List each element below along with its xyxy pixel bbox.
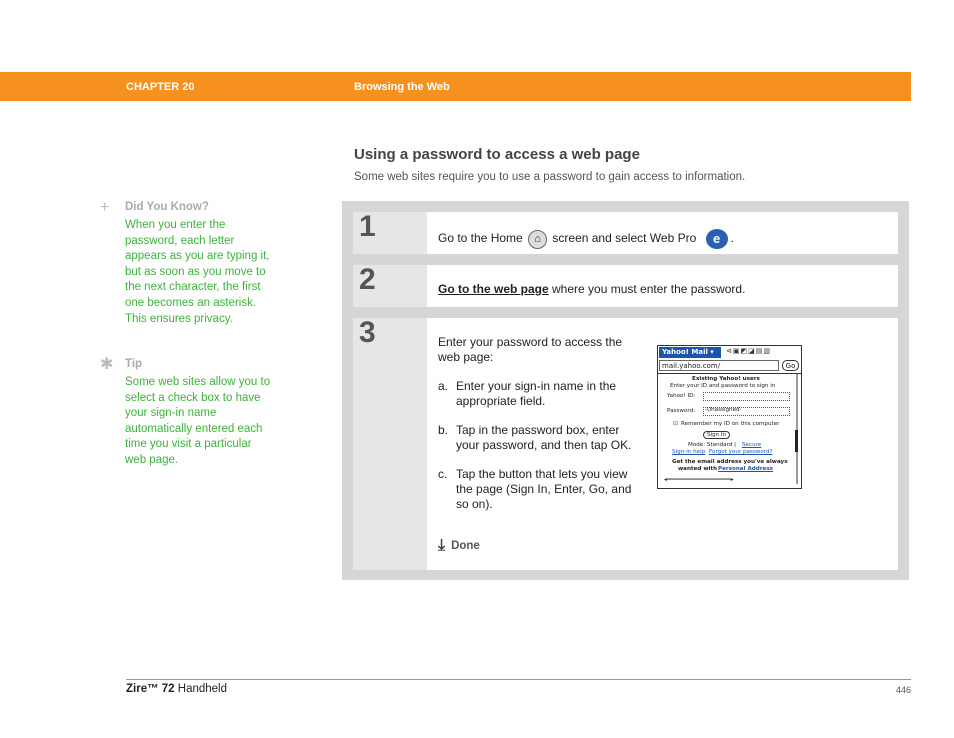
url-field: mail.yahoo.com/ [659, 360, 779, 371]
promo-line-2: wanted with [678, 466, 718, 472]
did-you-know-heading: Did You Know? [125, 201, 209, 213]
product-suffix: Handheld [174, 683, 228, 695]
remember-checkbox-icon: ☑ [673, 421, 679, 427]
web-pro-icon: e [706, 229, 728, 249]
step-3-intro: Enter your password to access the web page: [438, 335, 623, 364]
substep-text: Enter your sign-in name in the appropriate field. [456, 379, 617, 408]
divider [658, 373, 801, 374]
chapter-title: Browsing the Web [354, 81, 450, 93]
product-brand: Zire™ 72 [126, 683, 175, 695]
did-you-know-body: When you enter the password, each letter appears as you are typing it, but as soon as you move to the next character, the first one becomes an asterisk. This ensures privacy. [125, 219, 270, 325]
footer-rule [126, 679, 911, 680]
substep-label: b. [438, 423, 449, 437]
yahoo-id-label: Yahoo! ID: [667, 393, 696, 399]
sign-in-button: Sign In [703, 431, 730, 439]
sign-in-instructions: Enter your ID and password to sign in [670, 383, 776, 389]
yahoo-mail-tab: Yahoo! Mail ▾ [659, 347, 721, 358]
browser-toolbar-icons: ⊲▣◩◪▤▥ [726, 347, 771, 355]
scroll-arrows-icon: ◂━━━━━━━━━━━━━━━━━━━▸ [664, 477, 734, 483]
step-3-content [427, 318, 898, 570]
step-1-number-cell [353, 212, 427, 254]
substep-c [438, 467, 633, 512]
page-number: 446 [896, 685, 912, 695]
yahoo-login-screenshot [657, 345, 802, 489]
substep-a [438, 379, 633, 409]
plus-icon: + [100, 199, 110, 216]
substep-text: Tap in the password box, enter your password, and then tap OK. [456, 423, 632, 452]
substep-text: Tap the button that lets you view the page (Sign In, Enter, Go, and so on). [456, 467, 632, 511]
scrollbar [796, 374, 798, 484]
forgot-password-link: Forgot your password? [709, 449, 773, 455]
done-marker [438, 537, 480, 555]
step-1-text-middle: screen and select Web Pro [552, 231, 697, 246]
down-arrow-icon: ⤓ [438, 537, 446, 554]
done-label: Done [451, 540, 480, 553]
step-3-instructions [438, 335, 633, 526]
section-title: Using a password to access a web page [354, 146, 640, 163]
tip-body: Some web sites allow you to select a check box to have your sign-in name automatically entered each time you visit a particular web page. [125, 376, 271, 466]
substep-label: c. [438, 467, 448, 481]
step-1-content [427, 212, 898, 254]
password-label: Password: [667, 408, 696, 414]
tip-heading: Tip [125, 358, 143, 370]
section-intro: Some web sites require you to use a password to gain access to information. [354, 171, 746, 183]
step-number: 2 [359, 263, 376, 296]
asterisk-icon: ✱ [100, 356, 114, 373]
step-1-text-after: . [730, 231, 734, 246]
substep-b [438, 423, 633, 453]
home-icon: ⌂ [528, 230, 547, 249]
step-number: 3 [359, 316, 376, 349]
step-2-text-rest: where you must enter the password. [548, 282, 746, 296]
remember-label: Remember my ID on this computer [681, 421, 780, 427]
step-2-text [438, 282, 745, 296]
promo-line-1: Get the email address you've always [672, 459, 788, 465]
mode-label: Mode: Standard | [688, 442, 737, 448]
password-value: -Unassigned- [705, 407, 742, 413]
go-button: Go [782, 360, 799, 371]
chapter-label: CHAPTER 20 [126, 81, 195, 93]
go-to-web-page-link[interactable]: Go to the web page [438, 282, 549, 296]
yahoo-id-field [703, 392, 790, 401]
step-2-content [427, 265, 898, 307]
step-1-text-before: Go to the Home [438, 231, 523, 246]
existing-users-heading: Existing Yahoo! users [692, 376, 760, 382]
step-3-number-cell [353, 318, 427, 570]
secure-link: Secure [742, 442, 762, 448]
scrollbar-thumb [795, 430, 798, 452]
product-name [126, 683, 227, 695]
step-2-number-cell [353, 265, 427, 307]
step-1-text [438, 229, 734, 249]
substep-label: a. [438, 379, 449, 393]
sign-in-help-link: Sign-in help [672, 449, 706, 455]
personal-address-link: Personal Address [718, 466, 773, 472]
step-number: 1 [359, 210, 376, 243]
